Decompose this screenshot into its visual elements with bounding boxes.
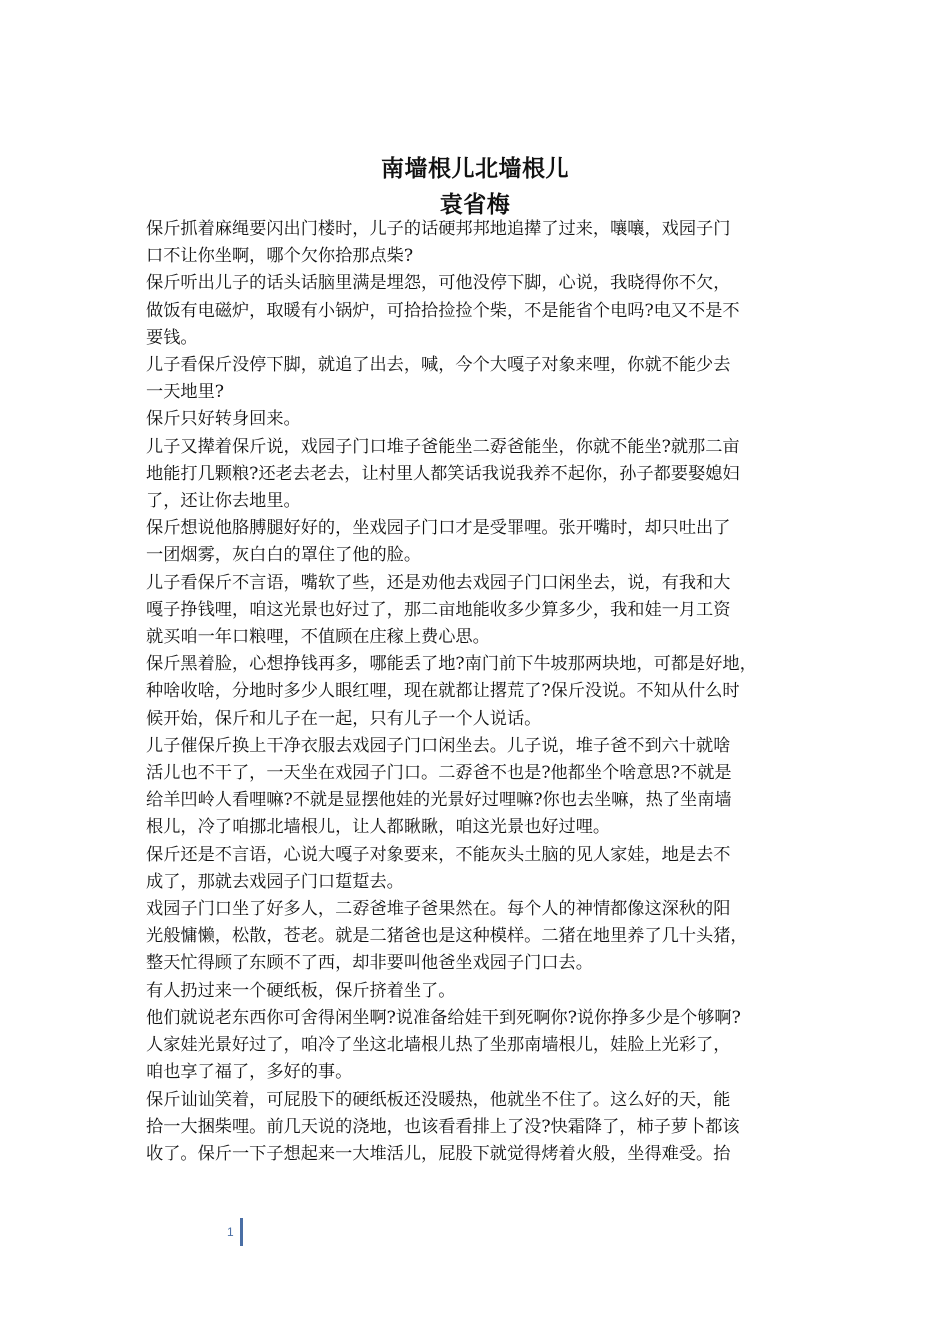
text-line: 保斤讪讪笑着，可屁股下的硬纸板还没暖热，他就坐不住了。这么好的天，能 <box>146 1089 731 1110</box>
text-line: 一团烟雾，灰白白的罩住了他的脸。 <box>146 545 422 566</box>
body-text <box>146 216 818 1168</box>
text-line: 给羊凹岭人看哩嘛?不就是显摆他娃的光景好过哩嘛?你也去坐嘛，热了坐南墙 <box>146 790 732 811</box>
text-line: 儿子看保斤没停下脚，就追了出去，喊，今个大嘎子对象来哩，你就不能少去 <box>146 355 731 376</box>
text-line: 做饭有电磁炉，取暖有小锅炉，可拾拾捡捡个柴，不是能省个电吗?电又不是不 <box>146 300 740 321</box>
text-line: 他们就说老东西你可舍得闲坐啊?说准备给娃干到死啊你?说你挣多少是个够啊? <box>146 1007 741 1028</box>
text-line: 根儿，冷了咱挪北墙根儿，让人都瞅瞅，咱这光景也好过哩。 <box>146 817 611 838</box>
text-line: 种啥收啥，分地时多少人眼红哩，现在就都让撂荒了?保斤没说。不知从什么时 <box>146 681 740 702</box>
text-line: 光般慵懒，松散，苍老。就是二猪爸也是这种模样。二猪在地里养了几十头猪， <box>146 926 748 947</box>
text-line: 整天忙得顾了东顾不了西，却非要叫他爸坐戏园子门口去。 <box>146 953 593 974</box>
text-line: 儿子看保斤不言语，嘴软了些，还是劝他去戏园子门口闲坐去，说，有我和大 <box>146 572 731 593</box>
text-line: 了，还让你去地里。 <box>146 491 301 512</box>
text-line: 候开始，保斤和儿子在一起，只有儿子一个人说话。 <box>146 708 542 729</box>
text-line: 保斤想说他胳膊腿好好的，坐戏园子门口才是受罪哩。张开嘴时，却只吐出了 <box>146 518 731 539</box>
document-title: 南墙根儿北墙根儿 <box>381 156 569 182</box>
text-line: 活儿也不干了，一天坐在戏园子门口。二孬爸不也是?他都坐个啥意思?不就是 <box>146 763 732 784</box>
text-line: 一天地里? <box>146 382 224 403</box>
text-line: 保斤还是不言语，心说大嘎子对象要来，不能灰头土脑的见人家娃，地是去不 <box>146 844 731 865</box>
text-line: 要钱。 <box>146 327 198 348</box>
text-line: 保斤只好转身回来。 <box>146 409 301 430</box>
text-line: 拾一大捆柴哩。前几天说的浇地，也该看看排上了没?快霜降了，柿子萝卜都该 <box>146 1116 740 1137</box>
text-line: 保斤听出儿子的话头话脑里满是埋怨，可他没停下脚，心说，我晓得你不欠， <box>146 273 731 294</box>
text-line: 儿子又撵着保斤说，戏园子门口堆子爸能坐二孬爸能坐，你就不能坐?就那二亩 <box>146 436 740 457</box>
author-name: 袁省梅 <box>439 192 511 218</box>
text-line: 咱也享了福了，多好的事。 <box>146 1062 353 1083</box>
text-line: 嘎子挣钱哩，咱这光景也好过了，那二亩地能收多少算多少，我和娃一月工资 <box>146 599 731 620</box>
text-line: 保斤黑着脸，心想挣钱再多，哪能丢了地?南门前下牛坡那两块地，可都是好地， <box>146 654 757 675</box>
text-line: 就买咱一年口粮哩，不值顾在庄稼上费心思。 <box>146 627 490 648</box>
text-line: 收了。保斤一下子想起来一大堆活儿，屁股下就觉得烤着火般，坐得难受。抬 <box>146 1143 731 1164</box>
text-line: 戏园子门口坐了好多人，二孬爸堆子爸果然在。每个人的神情都像这深秋的阳 <box>146 899 731 920</box>
page-number: 1 <box>227 1225 234 1239</box>
text-line: 有人扔过来一个硬纸板，保斤挤着坐了。 <box>146 980 456 1001</box>
text-line: 保斤抓着麻绳要闪出门楼时，儿子的话硬邦邦地追撵了过来，嚷嚷，戏园子门 <box>146 219 731 239</box>
text-line: 儿子催保斤换上干净衣服去戏园子门口闲坐去。儿子说，堆子爸不到六十就啥 <box>146 735 731 756</box>
text-line: 成了，那就去戏园子门口踅踅去。 <box>146 871 404 892</box>
text-line: 地能打几颗粮?还老去老去，让村里人都笑话我说我养不起你，孙子都要娶媳妇 <box>146 463 740 484</box>
page-footer <box>227 1218 243 1246</box>
page-number-rule <box>240 1218 243 1246</box>
text-line: 人家娃光景好过了，咱冷了坐这北墙根儿热了坐那南墙根儿，娃脸上光彩了， <box>146 1035 731 1056</box>
text-line: 口不让你坐啊，哪个欠你拾那点柴? <box>146 246 414 267</box>
